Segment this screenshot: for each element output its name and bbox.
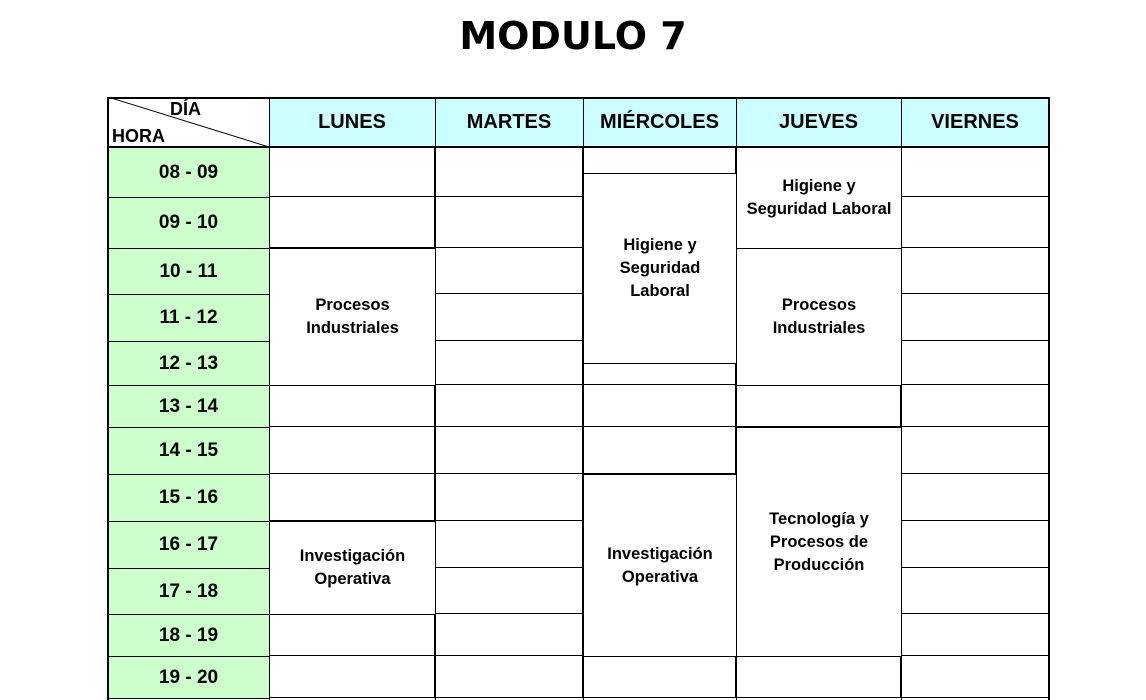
schedule-slot xyxy=(435,294,583,341)
table-top-border xyxy=(108,97,1049,99)
hour-cell-4: 12 - 13 xyxy=(108,341,269,385)
schedule-slot xyxy=(583,656,736,698)
schedule-slot xyxy=(435,656,583,698)
schedule-slot xyxy=(901,568,1049,614)
schedule-slot xyxy=(736,656,901,698)
schedule-slot xyxy=(901,197,1049,248)
table-right-border xyxy=(1048,97,1050,700)
hour-cell-8: 16 - 17 xyxy=(108,521,269,568)
hour-row-line xyxy=(108,427,269,428)
schedule-slot xyxy=(901,147,1049,197)
schedule-slot xyxy=(901,248,1049,294)
course-block-3: Investigación Operativa xyxy=(583,474,737,657)
schedule-slot xyxy=(269,614,435,656)
day-header-2: MIÉRCOLES xyxy=(583,97,736,147)
schedule-slot xyxy=(435,474,583,521)
hour-row-line xyxy=(108,521,269,522)
hour-row-line xyxy=(108,474,269,475)
hour-row-line xyxy=(108,147,269,148)
course-block-4: Higiene y Seguridad Laboral xyxy=(736,147,902,249)
schedule-slot xyxy=(901,341,1049,385)
schedule-slot xyxy=(901,294,1049,341)
hour-row-line xyxy=(108,248,269,249)
corner-diagonal xyxy=(108,97,269,147)
schedule-slot xyxy=(901,427,1049,474)
hour-row-line xyxy=(108,656,269,657)
hour-row-line xyxy=(108,341,269,342)
hour-row-line xyxy=(108,698,269,699)
day-header-1: MARTES xyxy=(435,97,583,147)
course-block-0: Procesos Industriales xyxy=(269,248,436,386)
hour-cell-6: 14 - 15 xyxy=(108,427,269,474)
hour-cell-3: 11 - 12 xyxy=(108,294,269,341)
hour-row-line xyxy=(108,614,269,615)
hour-cell-5: 13 - 14 xyxy=(108,385,269,427)
corner-hour-label: HORA xyxy=(112,126,165,146)
hour-row-line xyxy=(108,294,269,295)
schedule-slot xyxy=(435,614,583,656)
hour-row-line xyxy=(108,197,269,198)
schedule-slot xyxy=(736,385,901,427)
schedule-slot xyxy=(269,147,435,197)
hour-cell-11: 19 - 20 xyxy=(108,656,269,698)
schedule-slot xyxy=(435,147,583,197)
hour-cell-9: 17 - 18 xyxy=(108,568,269,614)
day-header-0: LUNES xyxy=(269,97,435,147)
schedule-slot xyxy=(269,474,435,521)
schedule-slot xyxy=(901,614,1049,656)
schedule-slot xyxy=(269,656,435,698)
schedule-slot xyxy=(435,197,583,248)
hour-row-line xyxy=(108,568,269,569)
hour-cell-1: 09 - 10 xyxy=(108,197,269,248)
course-block-2: Higiene y Seguridad Laboral xyxy=(583,173,737,364)
schedule-slot xyxy=(269,197,435,248)
hour-cell-10: 18 - 19 xyxy=(108,614,269,656)
hour-row-line xyxy=(108,385,269,386)
schedule-slot xyxy=(583,427,736,474)
hour-cell-0: 08 - 09 xyxy=(108,147,269,197)
schedule-slot xyxy=(435,568,583,614)
course-block-6: Tecnología y Procesos de Producción xyxy=(736,427,902,657)
page-title: MODULO 7 xyxy=(459,14,687,58)
schedule-slot xyxy=(435,248,583,294)
schedule-slot xyxy=(435,521,583,568)
day-header-3: JUEVES xyxy=(736,97,901,147)
table-left-border xyxy=(107,97,109,700)
schedule-slot xyxy=(901,474,1049,521)
schedule-slot xyxy=(901,385,1049,427)
schedule-slot xyxy=(269,427,435,474)
corner-day-label: DÍA xyxy=(170,99,201,119)
schedule-slot xyxy=(435,385,583,427)
schedule-slot xyxy=(901,521,1049,568)
schedule-slot xyxy=(901,656,1049,698)
course-block-5: Procesos Industriales xyxy=(736,248,902,386)
hour-cell-7: 15 - 16 xyxy=(108,474,269,521)
hour-cell-2: 10 - 11 xyxy=(108,248,269,294)
course-block-1: Investigación Operativa xyxy=(269,521,436,615)
schedule-slot xyxy=(435,427,583,474)
schedule-slot xyxy=(269,385,435,427)
day-header-4: VIERNES xyxy=(901,97,1049,147)
schedule-slot xyxy=(435,341,583,385)
schedule-slot xyxy=(583,385,736,427)
